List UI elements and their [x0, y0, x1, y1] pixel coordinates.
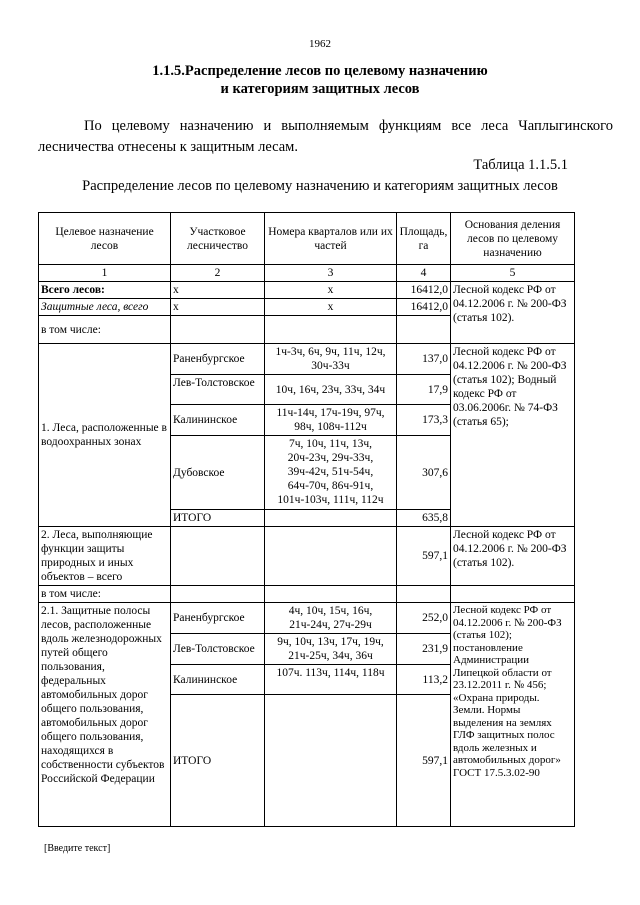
table-row [39, 344, 575, 375]
group21-label: 2.1. Защитные полосы лесов, расположенные вдоль железнодорожных путей общего пользования, федеральных автомобильных дорог общего пользования, автомобильных дорог общего пользования, находящихся в собственности субъектов Российской Федерации [39, 603, 171, 827]
quarters-list: 7ч, 10ч, 11ч, 13ч, 20ч-23ч, 29ч-33ч, 39ч-42ч, 51ч-54ч, 64ч-70ч, 86ч-91ч, 101ч-103ч, 111ч, 112ч [265, 436, 397, 510]
header-basis: Основания деления лесов по целевому назначению [451, 213, 575, 265]
quarters-list: 9ч, 10ч, 13ч, 17ч, 19ч, 21ч-25ч, 34ч, 36ч [265, 634, 397, 665]
table-row [39, 527, 575, 586]
total-quarters: x [265, 282, 397, 299]
area-value: 231,9 [397, 634, 451, 665]
itogo-label: ИТОГО [171, 510, 265, 527]
forestry-name: Лев-Толстовское [171, 375, 265, 405]
basis-forest-code: Лесной кодекс РФ от 04.12.2006 г. № 200-ФЗ (статья 102). [451, 282, 575, 344]
total-forestry: x [171, 282, 265, 299]
table-number: Таблица 1.1.5.1 [473, 157, 568, 173]
including-label-2: в том числе: [39, 586, 171, 603]
quarters-list: 1ч-3ч, 6ч, 9ч, 11ч, 12ч, 30ч-33ч [265, 344, 397, 375]
table-header-row [39, 213, 575, 265]
protective-quarters: x [265, 299, 397, 316]
area-value: 113,2 [397, 665, 451, 695]
quarters-list: 107ч. 113ч, 114ч, 118ч [265, 665, 397, 695]
col-number: 4 [397, 265, 451, 282]
header-purpose: Целевое назначение лесов [39, 213, 171, 265]
area-value: 307,6 [397, 436, 451, 510]
forestry-name: Дубовское [171, 436, 265, 510]
group2-basis: Лесной кодекс РФ от 04.12.2006 г. № 200-ФЗ (статья 102). [451, 527, 575, 586]
table-row [39, 603, 575, 634]
itogo-area: 597,1 [397, 695, 451, 827]
area-value: 137,0 [397, 344, 451, 375]
group1-basis: Лесной кодекс РФ от 04.12.2006 г. № 200-ФЗ (статья 102); Водный кодекс РФ от 03.06.2006г. № 74-ФЗ (статья 65); [451, 344, 575, 527]
protective-area: 16412,0 [397, 299, 451, 316]
group2-label: 2. Леса, выполняющие функции защиты природных и иных объектов – всего [39, 527, 171, 586]
footer-placeholder: [Введите текст] [44, 843, 111, 854]
forestry-name: Раненбургское [171, 603, 265, 634]
forest-distribution-table [38, 212, 575, 827]
table-caption: Распределение лесов по целевому назначению и категориям защитных лесов [82, 178, 558, 194]
itogo-area: 635,8 [397, 510, 451, 527]
col-number: 3 [265, 265, 397, 282]
table-row [39, 282, 575, 299]
col-number: 1 [39, 265, 171, 282]
forestry-name: Лев-Толстовское [171, 634, 265, 665]
group1-label: 1. Леса, расположенные в водоохранных зонах [39, 344, 171, 527]
column-number-row [39, 265, 575, 282]
quarters-list: 4ч, 10ч, 15ч, 16ч, 21ч-24ч, 27ч-29ч [265, 603, 397, 634]
col-number: 2 [171, 265, 265, 282]
protective-label: Защитные леса, всего [39, 299, 171, 316]
header-quarters: Номера кварталов или их частей [265, 213, 397, 265]
page-number: 1962 [309, 38, 331, 50]
including-label: в том числе: [39, 316, 171, 344]
heading-line-1: 1.1.5.Распределение лесов по целевому назначению [152, 63, 488, 79]
header-forestry: Участковое лесничество [171, 213, 265, 265]
intro-paragraph [38, 116, 613, 158]
group21-basis: Лесной кодекс РФ от 04.12.2006 г. № 200-ФЗ (статья 102); постановление Администрации Липецкой области от 23.12.2011 г. № 456; «Охрана природы. Земли. Нормы выделения на землях ГЛФ защитных полос вдоль железных и автомобильных дорог» ГОСТ 17.5.3.02-90 [451, 603, 575, 827]
area-value: 173,3 [397, 405, 451, 436]
col-number: 5 [451, 265, 575, 282]
section-heading [0, 62, 640, 98]
group2-area: 597,1 [397, 527, 451, 586]
area-value: 17,9 [397, 375, 451, 405]
total-label: Всего лесов: [39, 282, 171, 299]
forestry-name: Раненбургское [171, 344, 265, 375]
header-area: Площадь, га [397, 213, 451, 265]
table-row [39, 586, 575, 603]
quarters-list: 11ч-14ч, 17ч-19ч, 97ч, 98ч, 108ч-112ч [265, 405, 397, 436]
itogo-label: ИТОГО [171, 695, 265, 827]
intro-paragraph-text: По целевому назначению и выполняемым функциям все леса Чаплыгинского лесничества отнесены к защитным лесам. [38, 118, 613, 155]
total-area: 16412,0 [397, 282, 451, 299]
protective-forestry: x [171, 299, 265, 316]
forestry-name: Калининское [171, 405, 265, 436]
heading-line-2: и категориям защитных лесов [220, 81, 420, 97]
quarters-list: 10ч, 16ч, 23ч, 33ч, 34ч [265, 375, 397, 405]
area-value: 252,0 [397, 603, 451, 634]
forestry-name: Калининское [171, 665, 265, 695]
